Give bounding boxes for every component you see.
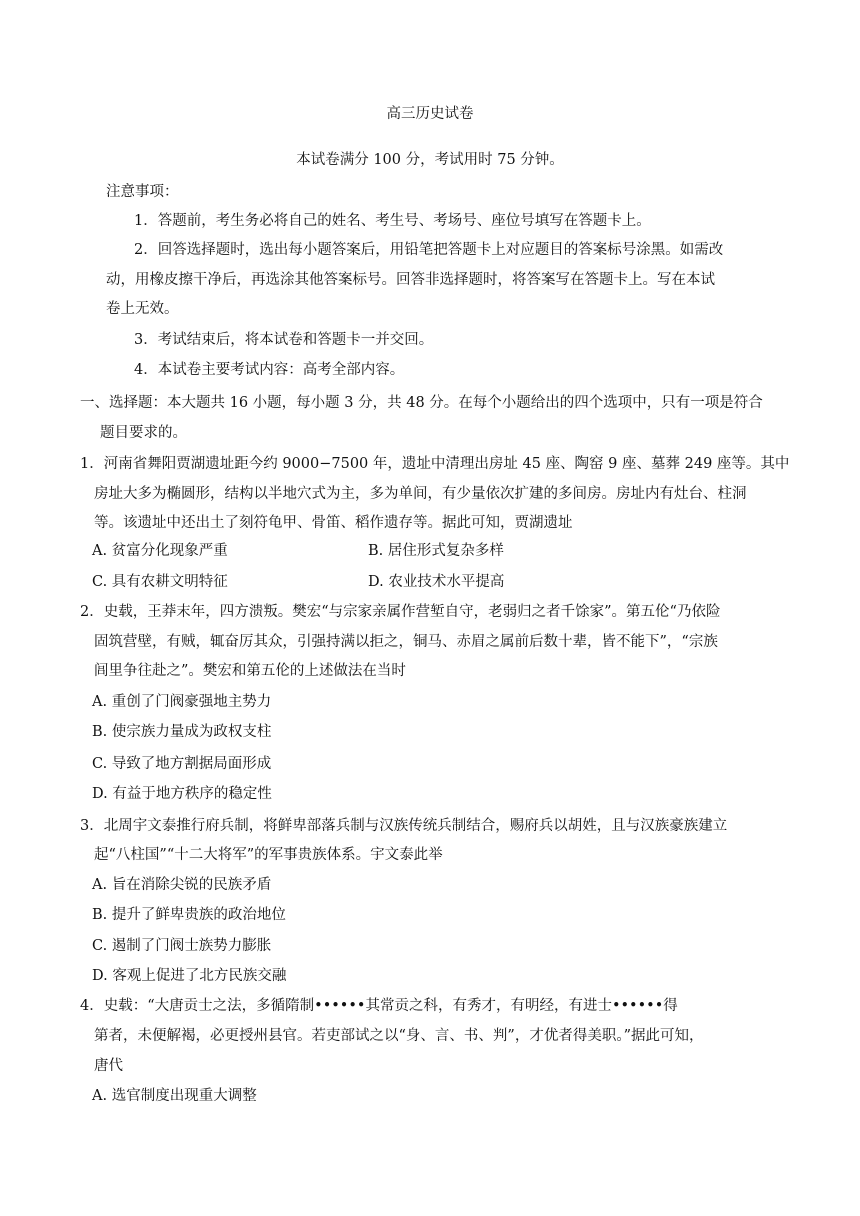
q2-option-c: C. 导致了地方割据局面形成: [92, 756, 272, 772]
q2-option-b: B. 使宗族力量成为政权支柱: [92, 724, 272, 740]
q3-option-c: C. 遏制了门阀士族势力膨胀: [92, 938, 272, 954]
q3-stem-line-1: 3．北周宇文泰推行府兵制，将鲜卑部落兵制与汉族传统兵制结合，赐府兵以胡姓，且与汉族豪族建立: [80, 818, 728, 834]
q4-stem-line-3: 唐代: [94, 1058, 123, 1074]
q2-stem-line-2: 固筑营壁，有贼，辄奋厉其众，引强持满以拒之，铜马、赤眉之属前后数十辈，皆不能下”，“宗族: [94, 634, 718, 650]
q1-option-c: C. 具有农耕文明特征: [92, 574, 228, 590]
page-title: 高三历史试卷: [386, 106, 474, 122]
section-1-heading-line-2: 题目要求的。: [100, 425, 187, 441]
q1-stem-line-1: 1．河南省舞阳贾湖遗址距今约 9000−7500 年，遗址中清理出房址 45 座、陶窑 9 座、墓葬 249 座等。其中: [80, 456, 790, 472]
exam-subtitle: 本试卷满分 100 分，考试用时 75 分钟。: [296, 152, 564, 168]
q1-option-a: A. 贫富分化现象严重: [92, 543, 228, 559]
q3-stem-line-2: 起“八柱国”“十二大将军”的军事贵族体系。宇文泰此举: [94, 847, 443, 863]
q3-option-d: D. 客观上促进了北方民族交融: [92, 968, 287, 984]
q4-stem-line-1: 4．史载：“大唐贡士之法，多循隋制••••••其常贡之科，有秀才，有明经，有进士••••••得: [80, 998, 678, 1014]
q2-option-d: D. 有益于地方秩序的稳定性: [92, 786, 272, 802]
notice-item-2-line-3: 卷上无效。: [106, 301, 179, 317]
notice-item-1: 1．答题前，考生务必将自己的姓名、考生号、考场号、座位号填写在答题卡上。: [134, 213, 651, 229]
q3-option-b: B. 提升了鲜卑贵族的政治地位: [92, 907, 286, 923]
q1-option-b: B. 居住形式复杂多样: [368, 543, 504, 559]
notice-item-2-line-2: 动，用橡皮擦干净后，再选涂其他答案标号。回答非选择题时，将答案写在答题卡上。写在本试: [106, 272, 715, 288]
q4-stem-line-2: 第者，未便解褐，必更授州县官。若吏部试之以“身、言、书、判”，才优者得美职。”据此可知，: [94, 1028, 704, 1044]
notice-item-4: 4．本试卷主要考试内容：高考全部内容。: [134, 362, 405, 378]
q1-stem-line-2: 房址大多为椭圆形，结构以半地穴式为主，多为单间，有少量依次扩建的多间房。房址内有灶台、柱洞: [94, 486, 747, 502]
notice-item-2-line-1: 2．回答选择题时，选出每小题答案后，用铅笔把答题卡上对应题目的答案标号涂黑。如需改: [134, 242, 724, 258]
q2-stem-line-1: 2．史载，王莽末年，四方溃叛。樊宏“与宗家亲属作营堑自守，老弱归之者千馀家”。第五伦“乃依险: [80, 604, 721, 620]
section-1-heading-line-1: 一、选择题：本大题共 16 小题，每小题 3 分，共 48 分。在每个小题给出的四个选项中，只有一项是符合: [80, 395, 763, 411]
q1-stem-line-3: 等。该遗址中还出土了刻符龟甲、骨笛、稻作遗存等。据此可知，贾湖遗址: [94, 515, 573, 531]
notice-item-3: 3．考试结束后，将本试卷和答题卡一并交回。: [134, 332, 434, 348]
q2-option-a: A. 重创了门阀豪强地主势力: [92, 694, 272, 710]
q1-option-d: D. 农业技术水平提高: [368, 574, 505, 590]
notice-heading: 注意事项：: [106, 184, 179, 200]
q3-option-a: A. 旨在消除尖锐的民族矛盾: [92, 877, 272, 893]
q4-option-a: A. 选官制度出现重大调整: [92, 1088, 257, 1104]
q2-stem-line-3: 闾里争往赴之”。樊宏和第五伦的上述做法在当时: [94, 663, 406, 679]
